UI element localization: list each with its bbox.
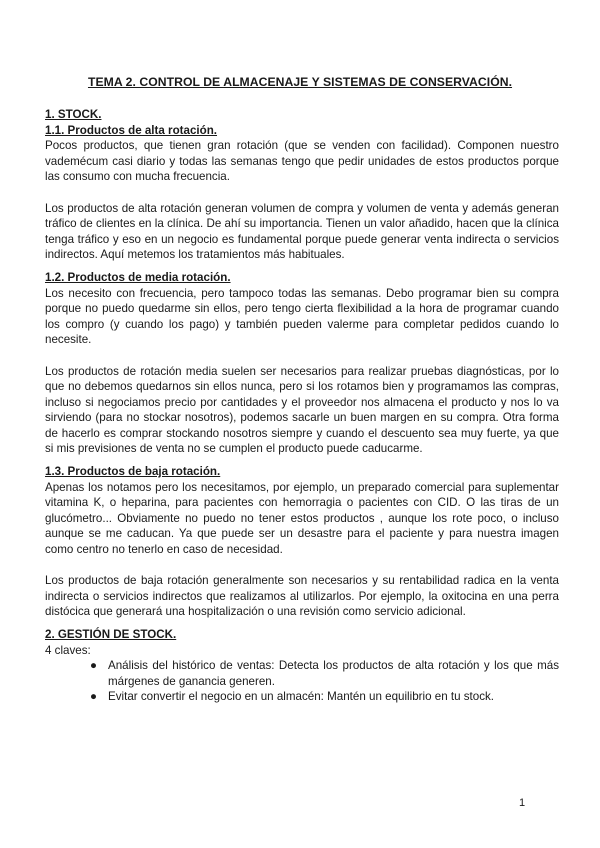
subsection-heading-alta-rotacion: 1.1. Productos de alta rotación. xyxy=(45,123,218,137)
paragraph-media-2: Los productos de rotación media suelen ser necesarios para realizar pruebas diagnósticas, por lo que no debemos quedarnos sin ellos nunca, pero si los rotamos bien y programamos las compras, incluso si negociamos precio por cantidades y el proveedor nos almacena el producto y nos lo va sirviendo (para no stockar nosotros), podemos sacarle un buen margen en su compra. Otra forma de hacerlo es comprar stockando nosotros siempre y cuando el descuento sea muy fuerte, ya que si mis previsiones de venta no se cumplen el producto puede caducarme. xyxy=(45,364,559,456)
paragraph-baja-2: Los productos de baja rotación generalmente son necesarios y su rentabilidad radica en la venta indirecta o servicios indirectos que realizamos al utilizarlos. Por ejemplo, la oxitocina en una perra distócica que generará una hospitalización o una revisión como servicio adicional. xyxy=(45,574,559,619)
gestion-intro: 4 claves: xyxy=(45,643,91,657)
list-item-text: Evitar convertir el negocio en un almacén: Mantén un equilibrio en tu stock. xyxy=(108,690,495,704)
section-heading-stock: 1. STOCK. xyxy=(45,108,102,121)
bullet-icon: ● xyxy=(90,659,98,673)
claves-list xyxy=(45,658,559,705)
section-heading-gestion-stock: 2. GESTIÓN DE STOCK. xyxy=(45,628,177,641)
paragraph-baja-1: Apenas los notamos pero los necesitamos, por ejemplo, un preparado comercial para suplementar vitamina K, o heparina, para pacientes con hemorragia o pacientes con CID. O las tiras de un glucómetro... Obviamente no puedo no tener estos productos , aunque los rote poco, o incluso aunque se me caducan. Ya que puede ser un desastre para el paciente y para nuestra imagen como centro no tenerlo en caso de necesidad. xyxy=(45,480,559,557)
paragraph-media-1: Los necesito con frecuencia, pero tampoco todas las semanas. Debo programar bien su compra porque no puedo quedarme sin ellos, pero tengo cierta flexibilidad a la hora de programar cuando los compro (y cuando los pago) y también pueden valerme para completar pedidos cuando lo necesite. xyxy=(45,286,559,347)
document-title: TEMA 2. CONTROL DE ALMACENAJE Y SISTEMAS DE CONSERVACIÓN. xyxy=(87,75,513,89)
list-item xyxy=(90,658,559,689)
bullet-icon: ● xyxy=(90,690,98,704)
paragraph-alta-2: Los productos de alta rotación generan volumen de compra y volumen de venta y además generan tráfico de clientes en la clínica. De ahí su importancia. Tienen un valor añadido, hacen que la clínica tenga tráfico y eso en un negocio es fundamental porque puede generar venta indirecta o servicios indirectos. Aquí metemos los tratamientos más habituales. xyxy=(45,201,559,262)
subsection-heading-media-rotacion: 1.2. Productos de media rotación. xyxy=(45,270,231,284)
subsection-heading-baja-rotacion: 1.3. Productos de baja rotación. xyxy=(45,465,221,479)
list-item-text: Análisis del histórico de ventas: Detecta los productos de alta rotación y los que más márgenes de ganancia generen. xyxy=(108,659,559,688)
page-number: 1 xyxy=(519,797,526,809)
list-item xyxy=(90,689,559,705)
document-body xyxy=(45,107,559,705)
paragraph-alta-1: Pocos productos, que tienen gran rotación (que se venden con facilidad). Componen nuestro vademécum casi diario y todas las semanas tengo que pedir unidades de estos productos porque las consumo con mucha frecuencia. xyxy=(45,139,559,184)
